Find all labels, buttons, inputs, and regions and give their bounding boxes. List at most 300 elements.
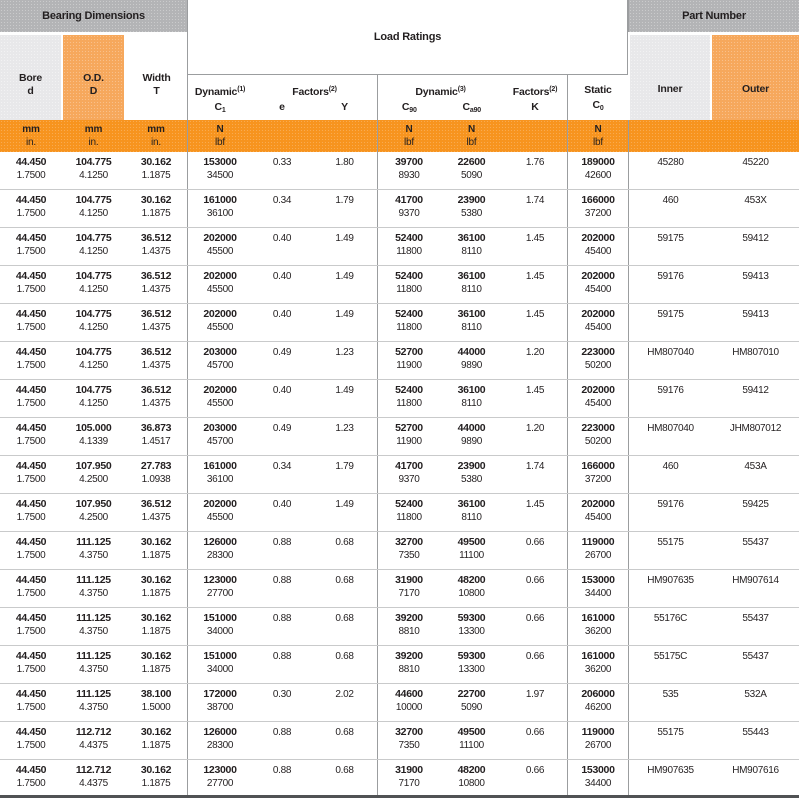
cell-ca90: 23900 5380 bbox=[457, 194, 486, 219]
table-row bbox=[0, 760, 799, 795]
cell-bore: 44.450 1.7500 bbox=[15, 346, 47, 371]
units-mm: mm bbox=[147, 124, 165, 135]
c90-symbols bbox=[378, 99, 503, 119]
cell-factor-y: 0.68 bbox=[335, 765, 354, 776]
cell-factor-y: 1.49 bbox=[335, 499, 354, 510]
cell-width: 30.162 1.1875 bbox=[140, 726, 172, 751]
cell-c90: 52400 11800 bbox=[377, 304, 440, 341]
factors-k-text: Factors bbox=[512, 86, 550, 98]
units-lbf: lbf bbox=[215, 137, 225, 148]
cell-factor-y: 0.68 bbox=[335, 651, 354, 662]
units-bore bbox=[0, 120, 62, 152]
cell-c0: 223000 50200 bbox=[567, 418, 628, 455]
cell-factor-y: 1.49 bbox=[335, 271, 354, 282]
cell-factor-e: 0.33 bbox=[272, 157, 292, 168]
e-symbol: e bbox=[279, 101, 285, 113]
cell-factor-e: 0.88 bbox=[272, 765, 292, 776]
ca90-sub: a90 bbox=[469, 107, 481, 114]
cell-od: 111.125 4.3750 bbox=[76, 688, 111, 713]
table-row bbox=[0, 722, 799, 760]
cell-width: 38.100 1.5000 bbox=[140, 688, 172, 713]
units-inner bbox=[628, 120, 712, 152]
k-symbol-wrap bbox=[503, 99, 567, 115]
cell-c90: 44600 10000 bbox=[377, 684, 440, 721]
cell-c90: 31900 7170 bbox=[377, 570, 440, 607]
cell-c1: 203000 45700 bbox=[187, 418, 252, 455]
cell-part-outer: 59413 bbox=[742, 271, 769, 282]
cell-od: 107.950 4.2500 bbox=[75, 460, 112, 485]
table-row bbox=[0, 570, 799, 608]
cell-factor-e: 0.49 bbox=[272, 347, 292, 358]
cell-width: 30.162 1.1875 bbox=[140, 156, 172, 181]
table-header bbox=[0, 0, 799, 152]
cell-factor-e: 0.88 bbox=[272, 651, 292, 662]
cell-factor-e: 0.40 bbox=[272, 499, 292, 510]
table-row bbox=[0, 342, 799, 380]
ca90-symbol bbox=[441, 99, 504, 119]
units-lbf: lbf bbox=[466, 137, 477, 148]
units-c90 bbox=[377, 120, 440, 152]
cell-part-inner: 55175 bbox=[628, 532, 712, 569]
cell-factor-k: 0.66 bbox=[525, 765, 545, 776]
cell-part-inner: HM907635 bbox=[628, 570, 712, 607]
cell-width: 30.162 1.1875 bbox=[140, 612, 172, 637]
factors-k-label bbox=[503, 83, 567, 99]
cell-part-inner: 460 bbox=[628, 456, 712, 493]
cell-factor-k: 1.45 bbox=[525, 385, 545, 396]
cell-c90: 39200 8810 bbox=[377, 608, 440, 645]
c0-symbol-wrap bbox=[568, 97, 628, 117]
table-row bbox=[0, 304, 799, 342]
table-row bbox=[0, 380, 799, 418]
ca90-base: C bbox=[462, 101, 470, 113]
cell-bore: 44.450 1.7500 bbox=[15, 156, 47, 181]
cell-c1: 172000 38700 bbox=[187, 684, 252, 721]
table-row bbox=[0, 152, 799, 190]
units-in: in. bbox=[88, 137, 99, 148]
units-k bbox=[503, 120, 567, 152]
cell-od: 111.125 4.3750 bbox=[76, 536, 111, 561]
cell-factor-e: 0.40 bbox=[272, 271, 292, 282]
cell-c0: 202000 45400 bbox=[567, 380, 628, 417]
units-n: N bbox=[216, 124, 224, 135]
cell-width: 36.512 1.4375 bbox=[140, 384, 172, 409]
cell-ca90: 48200 10800 bbox=[457, 764, 486, 789]
cell-c1: 123000 27700 bbox=[187, 760, 252, 795]
cell-part-outer: 55437 bbox=[742, 537, 769, 548]
dynamic3-footnote: (3) bbox=[457, 86, 466, 93]
cell-c1: 161000 36100 bbox=[187, 190, 252, 227]
cell-factor-y: 1.49 bbox=[335, 309, 354, 320]
column-header-outer bbox=[712, 35, 799, 120]
outer-label: Outer bbox=[741, 83, 769, 95]
cell-factor-e: 0.40 bbox=[272, 309, 292, 320]
cell-factor-y: 0.68 bbox=[335, 575, 354, 586]
cell-od: 104.775 4.1250 bbox=[75, 156, 112, 181]
units-mm: mm bbox=[22, 124, 40, 135]
band-part-number bbox=[628, 0, 799, 32]
cell-factor-e: 0.40 bbox=[272, 385, 292, 396]
units-width bbox=[125, 120, 187, 152]
cell-c1: 202000 45500 bbox=[187, 494, 252, 531]
cell-bore: 44.450 1.7500 bbox=[15, 612, 47, 637]
cell-ca90: 48200 10800 bbox=[457, 574, 486, 599]
cell-factor-k: 1.20 bbox=[525, 347, 545, 358]
cell-c0: 153000 34400 bbox=[567, 570, 628, 607]
cell-c0: 206000 46200 bbox=[567, 684, 628, 721]
subheader-factors-ey bbox=[252, 75, 377, 120]
cell-c90: 31900 7170 bbox=[377, 760, 440, 795]
c1-symbol bbox=[188, 99, 252, 119]
inner-label: Inner bbox=[657, 83, 683, 95]
factors-ey-text: Factors bbox=[292, 86, 329, 98]
cell-part-inner: 45280 bbox=[628, 152, 712, 189]
units-in: in. bbox=[151, 137, 161, 148]
cell-c0: 223000 50200 bbox=[567, 342, 628, 379]
table-row bbox=[0, 266, 799, 304]
units-n: N bbox=[467, 124, 476, 135]
cell-c1: 161000 36100 bbox=[187, 456, 252, 493]
units-n: N bbox=[594, 124, 602, 135]
factors-ey-symbols bbox=[252, 99, 377, 115]
cell-factor-y: 1.49 bbox=[335, 233, 354, 244]
cell-c0: 119000 26700 bbox=[567, 722, 628, 759]
cell-c90: 41700 9370 bbox=[377, 456, 440, 493]
cell-ca90: 36100 8110 bbox=[457, 270, 486, 295]
subheader-dynamic-c90 bbox=[377, 75, 503, 120]
cell-c1: 126000 28300 bbox=[187, 532, 252, 569]
cell-factor-k: 0.66 bbox=[525, 727, 545, 738]
cell-c90: 32700 7350 bbox=[377, 722, 440, 759]
factors-k-footnote: (2) bbox=[549, 86, 558, 93]
cell-part-outer: 59413 bbox=[742, 309, 769, 320]
cell-part-outer: 55437 bbox=[742, 651, 769, 662]
subheader-dynamic-c1 bbox=[187, 75, 252, 120]
cell-width: 30.162 1.1875 bbox=[140, 574, 172, 599]
cell-od: 111.125 4.3750 bbox=[76, 650, 111, 675]
cell-width: 36.512 1.4375 bbox=[140, 232, 172, 257]
cell-part-inner: 460 bbox=[628, 190, 712, 227]
cell-factor-y: 0.68 bbox=[335, 613, 354, 624]
factors-ey-footnote: (2) bbox=[328, 86, 337, 93]
bore-label: Bore bbox=[18, 71, 43, 84]
cell-part-inner: 55175C bbox=[628, 646, 712, 683]
cell-c90: 41700 9370 bbox=[377, 190, 440, 227]
units-mm: mm bbox=[84, 124, 103, 135]
cell-factor-e: 0.88 bbox=[272, 575, 292, 586]
subheader-static-c0 bbox=[567, 75, 628, 120]
cell-bore: 44.450 1.7500 bbox=[15, 232, 47, 257]
units-row bbox=[0, 120, 799, 152]
subheader-factors-k bbox=[503, 75, 567, 120]
column-header-od bbox=[63, 35, 124, 120]
cell-factor-k: 0.66 bbox=[525, 575, 545, 586]
cell-od: 112.712 4.4375 bbox=[75, 764, 112, 789]
cell-od: 104.775 4.1250 bbox=[75, 308, 112, 333]
cell-ca90: 59300 13300 bbox=[457, 650, 486, 675]
cell-part-inner: 59175 bbox=[628, 304, 712, 341]
cell-c1: 153000 34500 bbox=[187, 152, 252, 189]
dynamic3-label bbox=[378, 83, 503, 99]
cell-width: 30.162 1.1875 bbox=[140, 194, 172, 219]
cell-c1: 123000 27700 bbox=[187, 570, 252, 607]
cell-bore: 44.450 1.7500 bbox=[15, 650, 47, 675]
table-row bbox=[0, 608, 799, 646]
cell-factor-k: 1.45 bbox=[525, 499, 545, 510]
cell-od: 104.775 4.1250 bbox=[75, 232, 112, 257]
cell-part-inner: HM907635 bbox=[628, 760, 712, 795]
cell-c0: 202000 45400 bbox=[567, 304, 628, 341]
cell-part-outer: 59425 bbox=[742, 499, 769, 510]
dynamic1-label bbox=[188, 83, 252, 99]
cell-c1: 203000 45700 bbox=[187, 342, 252, 379]
dynamic1-text: Dynamic bbox=[194, 86, 238, 98]
cell-bore: 44.450 1.7500 bbox=[15, 688, 47, 713]
cell-od: 104.775 4.1250 bbox=[75, 346, 112, 371]
table-row bbox=[0, 456, 799, 494]
cell-part-inner: 55176C bbox=[628, 608, 712, 645]
column-header-inner bbox=[630, 35, 710, 120]
units-e bbox=[252, 120, 312, 152]
cell-c1: 202000 45500 bbox=[187, 266, 252, 303]
cell-ca90: 49500 11100 bbox=[457, 536, 486, 561]
cell-width: 36.512 1.4375 bbox=[140, 346, 172, 371]
table-row bbox=[0, 228, 799, 266]
cell-ca90: 36100 8110 bbox=[457, 232, 486, 257]
cell-bore: 44.450 1.7500 bbox=[15, 422, 47, 447]
cell-width: 30.162 1.1875 bbox=[140, 650, 172, 675]
cell-factor-y: 1.79 bbox=[335, 195, 354, 206]
cell-od: 111.125 4.3750 bbox=[76, 574, 111, 599]
column-header-bore bbox=[0, 35, 61, 120]
column-header-width bbox=[126, 35, 187, 120]
cell-factor-y: 1.23 bbox=[335, 347, 354, 358]
cell-od: 107.950 4.2500 bbox=[75, 498, 112, 523]
cell-part-inner: 59176 bbox=[628, 266, 712, 303]
cell-part-outer: 55443 bbox=[742, 727, 769, 738]
cell-bore: 44.450 1.7500 bbox=[15, 194, 47, 219]
band-load-ratings-label: Load Ratings bbox=[373, 31, 442, 43]
cell-factor-y: 1.23 bbox=[335, 423, 354, 434]
cell-width: 30.162 1.1875 bbox=[140, 536, 172, 561]
cell-ca90: 22600 5090 bbox=[457, 156, 486, 181]
cell-factor-e: 0.34 bbox=[272, 195, 292, 206]
cell-factor-k: 1.45 bbox=[525, 309, 545, 320]
units-lbf: lbf bbox=[404, 137, 414, 148]
cell-bore: 44.450 1.7500 bbox=[15, 270, 47, 295]
cell-c1: 151000 34000 bbox=[187, 646, 252, 683]
cell-c90: 52700 11900 bbox=[377, 418, 440, 455]
cell-ca90: 23900 5380 bbox=[457, 460, 486, 485]
cell-c0: 119000 26700 bbox=[567, 532, 628, 569]
cell-c1: 151000 34000 bbox=[187, 608, 252, 645]
cell-factor-e: 0.40 bbox=[272, 233, 292, 244]
cell-part-inner: 55175 bbox=[628, 722, 712, 759]
cell-part-outer: 59412 bbox=[742, 233, 769, 244]
cell-bore: 44.450 1.7500 bbox=[15, 460, 47, 485]
cell-c0: 166000 37200 bbox=[567, 190, 628, 227]
c0-base: C bbox=[592, 99, 600, 111]
cell-c90: 52400 11800 bbox=[377, 266, 440, 303]
units-c1 bbox=[187, 120, 252, 152]
cell-od: 112.712 4.4375 bbox=[75, 726, 112, 751]
cell-factor-k: 1.76 bbox=[525, 157, 545, 168]
cell-c90: 52400 11800 bbox=[377, 228, 440, 265]
cell-ca90: 44000 9890 bbox=[457, 346, 486, 371]
cell-od: 105.000 4.1339 bbox=[75, 422, 112, 447]
units-y bbox=[312, 120, 377, 152]
cell-part-inner: 535 bbox=[628, 684, 712, 721]
cell-c1: 126000 28300 bbox=[187, 722, 252, 759]
cell-bore: 44.450 1.7500 bbox=[15, 574, 47, 599]
bore-symbol: d bbox=[27, 84, 34, 97]
cell-c0: 189000 42600 bbox=[567, 152, 628, 189]
c90-base: C bbox=[401, 101, 410, 113]
cell-ca90: 36100 8110 bbox=[457, 498, 486, 523]
cell-width: 36.512 1.4375 bbox=[140, 498, 172, 523]
units-c0 bbox=[567, 120, 628, 152]
cell-c1: 202000 45500 bbox=[187, 380, 252, 417]
cell-c0: 161000 36200 bbox=[567, 646, 628, 683]
cell-bore: 44.450 1.7500 bbox=[15, 498, 47, 523]
static-label: Static bbox=[584, 84, 612, 96]
cell-factor-k: 1.74 bbox=[525, 195, 545, 206]
cell-factor-y: 2.02 bbox=[335, 689, 354, 700]
factors-ey-label bbox=[252, 83, 377, 99]
cell-c90: 39700 8930 bbox=[377, 152, 440, 189]
cell-factor-e: 0.88 bbox=[272, 727, 292, 738]
cell-ca90: 59300 13300 bbox=[457, 612, 486, 637]
table-row bbox=[0, 646, 799, 684]
y-symbol: Y bbox=[341, 101, 348, 113]
cell-width: 36.512 1.4375 bbox=[140, 270, 172, 295]
cell-factor-k: 1.97 bbox=[525, 689, 545, 700]
cell-factor-e: 0.34 bbox=[272, 461, 292, 472]
cell-c0: 202000 45400 bbox=[567, 266, 628, 303]
dynamic3-text: Dynamic bbox=[415, 86, 458, 98]
cell-part-outer: 532A bbox=[744, 689, 767, 700]
units-lbf: lbf bbox=[593, 137, 603, 148]
cell-bore: 44.450 1.7500 bbox=[15, 764, 47, 789]
k-symbol: K bbox=[531, 101, 539, 113]
cell-ca90: 49500 11100 bbox=[457, 726, 486, 751]
table-body bbox=[0, 152, 799, 795]
cell-part-inner: 59176 bbox=[628, 494, 712, 531]
cell-factor-y: 1.49 bbox=[335, 385, 354, 396]
cell-part-outer: 453A bbox=[744, 461, 767, 472]
cell-c90: 52400 11800 bbox=[377, 494, 440, 531]
table-row bbox=[0, 494, 799, 532]
c90-sub: 90 bbox=[409, 107, 417, 114]
cell-od: 104.775 4.1250 bbox=[75, 194, 112, 219]
cell-factor-y: 0.68 bbox=[335, 727, 354, 738]
cell-ca90: 36100 8110 bbox=[457, 384, 486, 409]
cell-part-outer: 59412 bbox=[742, 385, 769, 396]
cell-c90: 39200 8810 bbox=[377, 646, 440, 683]
cell-c90: 52700 11900 bbox=[377, 342, 440, 379]
cell-factor-y: 1.80 bbox=[335, 157, 354, 168]
cell-part-inner: HM807040 bbox=[628, 418, 712, 455]
cell-bore: 44.450 1.7500 bbox=[15, 726, 47, 751]
units-outer bbox=[712, 120, 799, 152]
c1-sub: 1 bbox=[221, 107, 226, 114]
cell-part-outer: 453X bbox=[744, 195, 767, 206]
cell-part-outer: HM907616 bbox=[732, 765, 779, 776]
cell-factor-k: 1.74 bbox=[525, 461, 545, 472]
cell-od: 104.775 4.1250 bbox=[75, 270, 112, 295]
cell-factor-k: 1.20 bbox=[525, 423, 545, 434]
cell-ca90: 22700 5090 bbox=[457, 688, 486, 713]
cell-c0: 202000 45400 bbox=[567, 494, 628, 531]
cell-ca90: 44000 9890 bbox=[457, 422, 486, 447]
cell-part-outer: HM807010 bbox=[732, 347, 779, 358]
cell-c1: 202000 45500 bbox=[187, 304, 252, 341]
cell-factor-e: 0.49 bbox=[272, 423, 292, 434]
cell-bore: 44.450 1.7500 bbox=[15, 384, 47, 409]
cell-part-inner: HM807040 bbox=[628, 342, 712, 379]
cell-width: 36.873 1.4517 bbox=[140, 422, 172, 447]
band-part-number-label: Part Number bbox=[682, 10, 746, 22]
cell-od: 104.775 4.1250 bbox=[75, 384, 112, 409]
cell-part-outer: JHM807012 bbox=[729, 423, 782, 434]
cell-part-inner: 59175 bbox=[628, 228, 712, 265]
dynamic1-footnote: (1) bbox=[237, 86, 246, 93]
c1-base: C bbox=[214, 101, 222, 113]
cell-c0: 153000 34400 bbox=[567, 760, 628, 795]
cell-factor-k: 0.66 bbox=[525, 537, 545, 548]
cell-part-outer: HM907614 bbox=[732, 575, 779, 586]
units-n: N bbox=[405, 124, 413, 135]
units-od bbox=[62, 120, 125, 152]
cell-width: 30.162 1.1875 bbox=[140, 764, 172, 789]
cell-c0: 202000 45400 bbox=[567, 228, 628, 265]
table-row bbox=[0, 532, 799, 570]
cell-factor-k: 0.66 bbox=[525, 651, 545, 662]
width-label: Width bbox=[142, 71, 171, 84]
cell-part-inner: 59176 bbox=[628, 380, 712, 417]
cell-part-outer: 55437 bbox=[742, 613, 769, 624]
table-row bbox=[0, 190, 799, 228]
cell-factor-y: 1.79 bbox=[335, 461, 354, 472]
cell-factor-y: 0.68 bbox=[335, 537, 354, 548]
cell-factor-k: 0.66 bbox=[525, 613, 545, 624]
units-in: in. bbox=[26, 137, 36, 148]
od-label: O.D. bbox=[83, 71, 104, 84]
cell-c1: 202000 45500 bbox=[187, 228, 252, 265]
cell-factor-e: 0.88 bbox=[272, 537, 292, 548]
cell-factor-e: 0.30 bbox=[272, 689, 292, 700]
cell-width: 36.512 1.4375 bbox=[140, 308, 172, 333]
cell-c0: 161000 36200 bbox=[567, 608, 628, 645]
cell-factor-k: 1.45 bbox=[525, 271, 545, 282]
table-row bbox=[0, 684, 799, 722]
od-symbol: D bbox=[89, 84, 98, 97]
width-symbol: T bbox=[153, 84, 160, 97]
cell-c90: 52400 11800 bbox=[377, 380, 440, 417]
cell-c90: 32700 7350 bbox=[377, 532, 440, 569]
table-row bbox=[0, 418, 799, 456]
band-load-ratings bbox=[187, 0, 628, 75]
cell-c0: 166000 37200 bbox=[567, 456, 628, 493]
cell-od: 111.125 4.3750 bbox=[76, 612, 111, 637]
c90-symbol bbox=[378, 99, 441, 119]
cell-bore: 44.450 1.7500 bbox=[15, 536, 47, 561]
c0-sub: 0 bbox=[599, 105, 604, 112]
band-bearing-dimensions bbox=[0, 0, 187, 32]
cell-part-outer: 45220 bbox=[742, 157, 769, 168]
cell-width: 27.783 1.0938 bbox=[140, 460, 172, 485]
cell-factor-e: 0.88 bbox=[272, 613, 292, 624]
